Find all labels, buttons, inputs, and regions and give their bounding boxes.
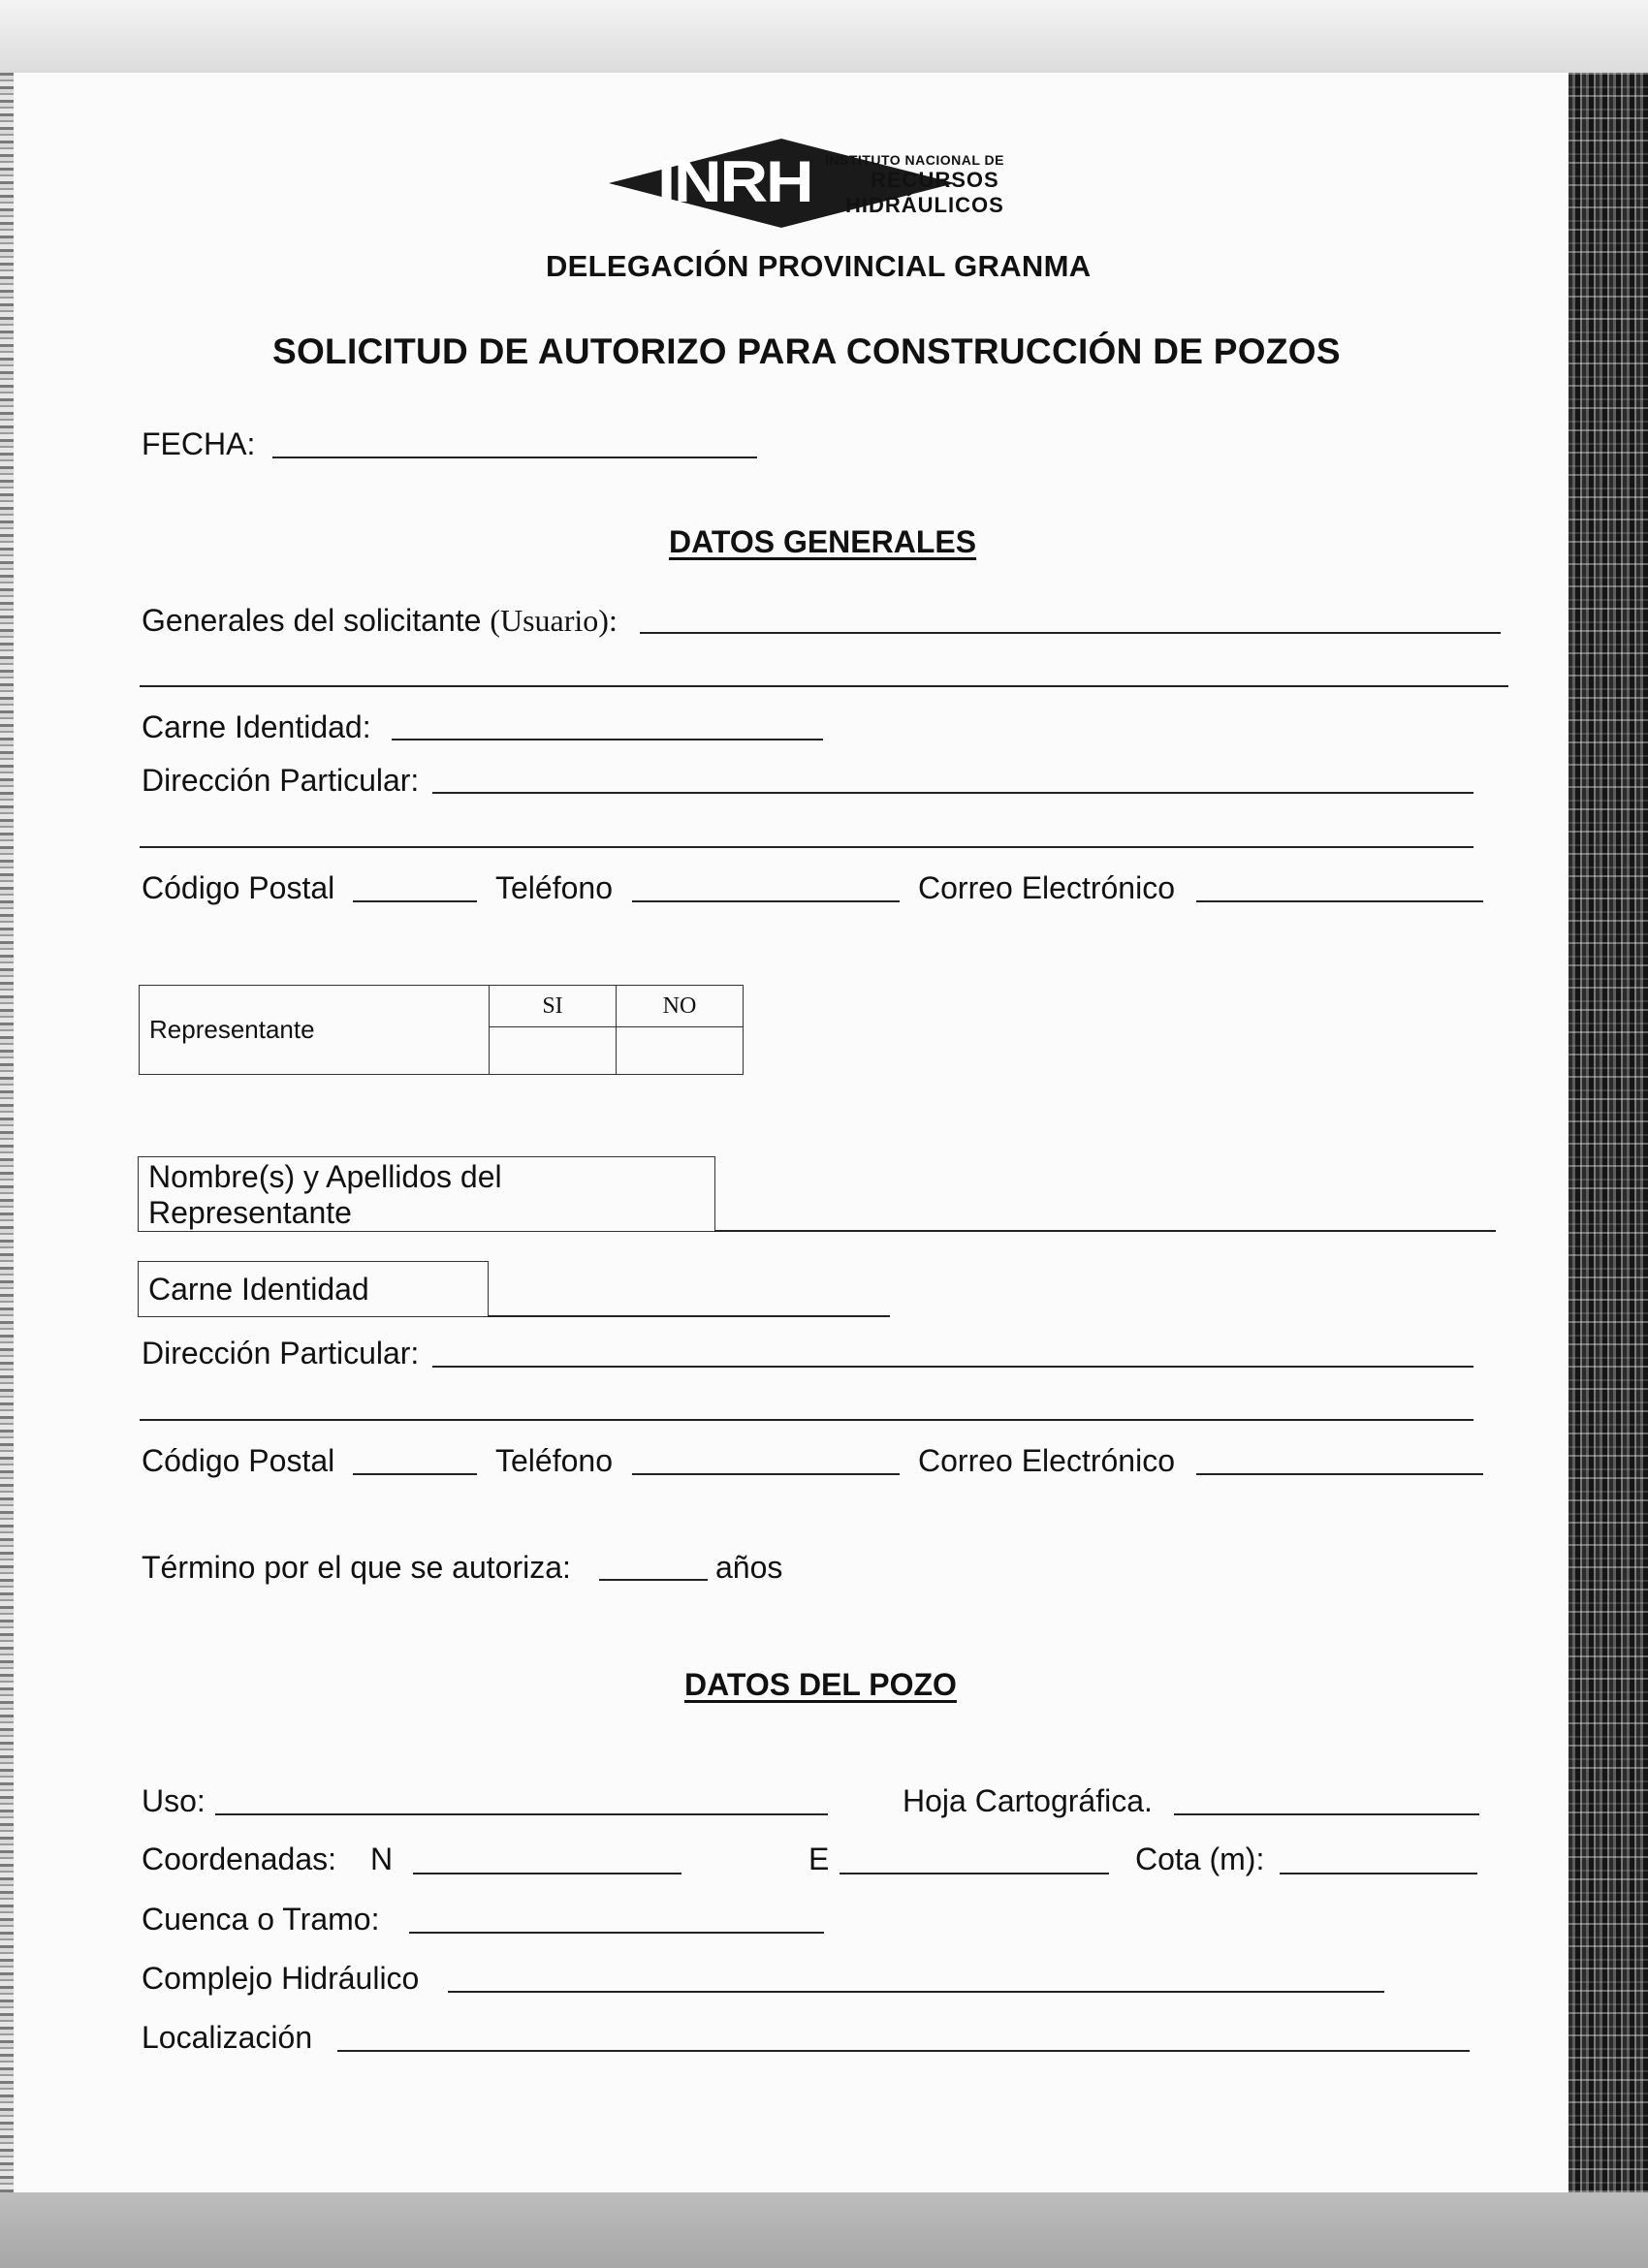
nombre-representante-label-1: Nombre(s) y Apellidos del (148, 1159, 502, 1194)
uso-label: Uso: (142, 1783, 206, 1818)
cuenca-field[interactable] (409, 1932, 824, 1934)
nombre-representante-label-2: Representante (148, 1195, 352, 1230)
uso-field[interactable] (215, 1813, 828, 1815)
codigo-postal-representante-label: Código Postal (142, 1443, 335, 1478)
logo-line-2: RECURSOS (871, 168, 999, 192)
localizacion-field[interactable] (337, 2050, 1470, 2052)
scan-bottom-margin (0, 2192, 1648, 2268)
solicitante-label-paren: (Usuario): (490, 603, 618, 638)
hoja-cartografica-label: Hoja Cartográfica. (903, 1783, 1153, 1818)
delegation-heading: DELEGACIÓN PROVINCIAL GRANMA (546, 249, 1092, 283)
coordenada-e-field[interactable] (840, 1873, 1109, 1874)
document-title: SOLICITUD DE AUTORIZO PARA CONSTRUCCIÓN DE POZOS (272, 331, 1341, 371)
correo-representante-field[interactable] (1196, 1473, 1483, 1475)
carne-field[interactable] (392, 739, 823, 740)
carne-representante-label: Carne Identidad (148, 1272, 369, 1307)
complejo-hidraulico-label: Complejo Hidráulico (142, 1961, 420, 1996)
localizacion-label: Localización (142, 2020, 313, 2055)
section-datos-generales: DATOS GENERALES (669, 524, 977, 559)
carne-label: Carne Identidad: (142, 709, 371, 744)
coordenada-n-field[interactable] (413, 1873, 681, 1874)
section-datos-pozo: DATOS DEL POZO (684, 1667, 957, 1702)
telefono-label: Teléfono (495, 870, 613, 905)
inrh-logo (609, 139, 1035, 232)
scan-left-edge (0, 73, 14, 2192)
nombre-representante-field[interactable] (714, 1230, 1496, 1232)
coordenada-n-label: N (370, 1842, 394, 1876)
cuenca-label: Cuenca o Tramo: (142, 1902, 380, 1937)
correo-label: Correo Electrónico (918, 870, 1175, 905)
carne-representante-box (138, 1261, 489, 1317)
representante-si-header: SI (490, 986, 617, 1027)
solicitante-label-text: Generales del solicitante (142, 603, 482, 638)
codigo-postal-label: Código Postal (142, 870, 335, 905)
logo-line-1: INSTITUTO NACIONAL DE (825, 152, 1004, 168)
coordenada-e-label: E (808, 1842, 830, 1876)
carne-representante-field[interactable] (488, 1315, 890, 1317)
fecha-label: FECHA: (142, 426, 256, 461)
solicitante-label (142, 603, 618, 639)
codigo-postal-representante-field[interactable] (353, 1473, 477, 1475)
termino-field[interactable] (599, 1579, 708, 1581)
logo-line-3: HIDRÁULICOS (845, 193, 1004, 217)
cota-field[interactable] (1280, 1873, 1477, 1874)
direccion-representante-label: Dirección Particular: (142, 1336, 420, 1370)
complejo-hidraulico-field[interactable] (448, 1991, 1384, 1993)
logo-acronym: INRH (657, 149, 812, 214)
representante-label: Representante (140, 986, 490, 1075)
codigo-postal-field[interactable] (353, 900, 477, 902)
direccion-field-line-2[interactable] (140, 846, 1474, 848)
termino-label: Término por el que se autoriza: (142, 1550, 571, 1585)
telefono-representante-field[interactable] (632, 1473, 900, 1475)
representante-no-header: NO (617, 986, 744, 1027)
direccion-label: Dirección Particular: (142, 763, 420, 798)
correo-field[interactable] (1196, 900, 1483, 902)
solicitante-field-line-2[interactable] (140, 685, 1508, 687)
nombre-representante-box (138, 1156, 715, 1232)
solicitante-field[interactable] (640, 632, 1501, 634)
correo-representante-label: Correo Electrónico (918, 1443, 1175, 1478)
direccion-representante-field-line-2[interactable] (140, 1419, 1474, 1421)
termino-unit: años (715, 1550, 783, 1585)
telefono-representante-label: Teléfono (495, 1443, 613, 1478)
direccion-representante-field[interactable] (432, 1366, 1474, 1368)
representante-si-checkbox[interactable] (490, 1027, 617, 1075)
representante-table (139, 985, 744, 1075)
fecha-field[interactable] (272, 457, 757, 458)
hoja-cartografica-field[interactable] (1174, 1813, 1479, 1815)
direccion-field[interactable] (432, 792, 1474, 794)
coordenadas-label: Coordenadas: (142, 1842, 337, 1876)
representante-no-checkbox[interactable] (617, 1027, 744, 1075)
scan-top-margin (0, 0, 1648, 73)
cota-label: Cota (m): (1135, 1842, 1265, 1876)
telefono-field[interactable] (632, 900, 900, 902)
scan-right-edge (1569, 73, 1648, 2192)
